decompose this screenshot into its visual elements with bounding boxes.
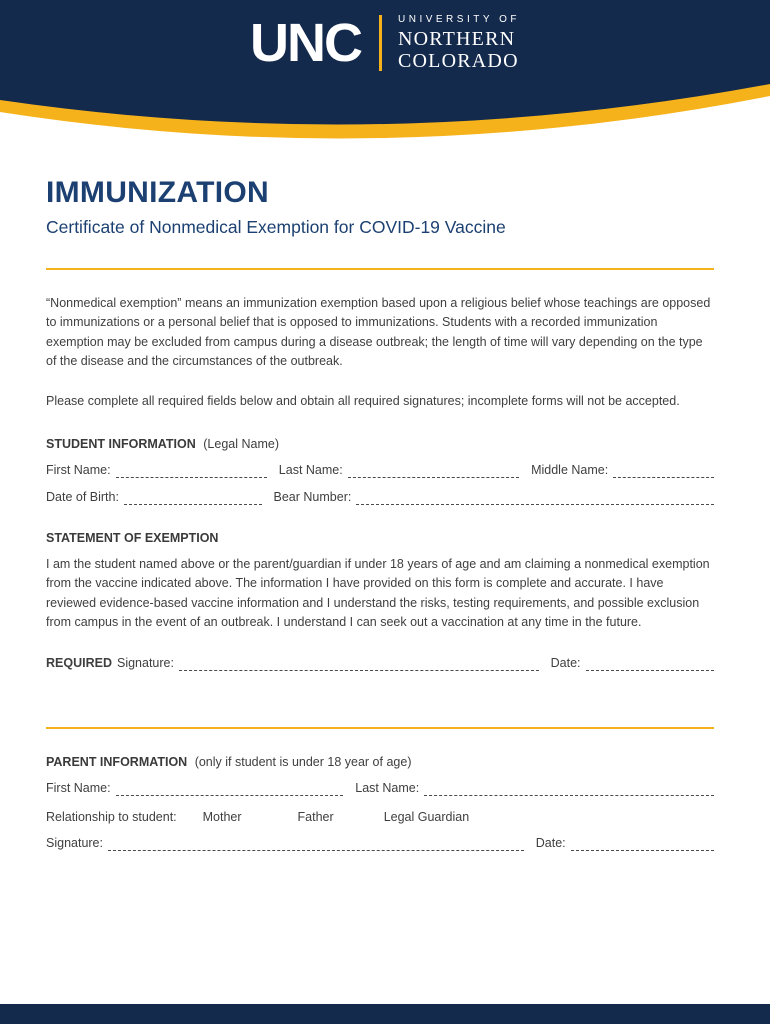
required-label: REQUIRED	[46, 656, 112, 671]
relationship-label: Relationship to student:	[46, 810, 177, 825]
logo-divider	[379, 15, 382, 71]
unc-logo-acronym: UNC	[250, 13, 361, 74]
parent-signature-date-field[interactable]	[571, 837, 714, 851]
parent-date-label: Date:	[535, 836, 566, 851]
statement-of-exemption-heading	[46, 531, 714, 545]
form-content	[0, 178, 770, 851]
relationship-option-mother[interactable]: Mother	[202, 810, 242, 825]
statement-of-exemption-title: STATEMENT OF EXEMPTION	[46, 530, 219, 545]
date-label: Date:	[550, 656, 581, 671]
relationship-row	[46, 810, 714, 824]
parent-first-name-label: First Name:	[46, 781, 111, 796]
student-signature-date-field[interactable]	[586, 657, 714, 671]
parent-information-note: (only if student is under 18 year of age)	[194, 755, 412, 770]
required-signature-row	[46, 656, 714, 671]
parent-information-title: PARENT INFORMATION	[46, 755, 188, 770]
signature-label: Signature:	[116, 656, 174, 671]
intro-paragraph: “Nonmedical exemption” means an immunization exemption based upon a religious belief whose teachings are opposed to immunizations or a personal belief that is opposed to immunizations. Students with a recorded immunization exemption may be excluded from campus during a disease outbreak; the length of time will vary depending on the type of the disease and the circumstances of the outbreak.	[46, 296, 711, 369]
bear-number-label: Bear Number:	[273, 489, 352, 504]
parent-signature-label: Signature:	[46, 836, 103, 851]
date-of-birth-field[interactable]	[124, 491, 262, 505]
parent-first-name-field[interactable]	[116, 782, 344, 796]
first-name-label: First Name:	[46, 462, 111, 477]
divider-rule-top	[46, 268, 714, 270]
student-name-row	[46, 463, 714, 478]
statement-paragraph: I am the student named above or the parent/guardian if under 18 years of age and am claiming a nonmedical exemption from the vaccine indicated above. The information I have provided on this form is complete and accurate. I have reviewed evidence-based vaccine information and I understand the risks, testing requirements, and possible exclusion from campus in the event of an outbreak. I understand I can seek out a vaccination at any time in the future.	[46, 556, 710, 629]
date-of-birth-label: Date of Birth:	[46, 489, 119, 504]
parent-last-name-field[interactable]	[424, 782, 714, 796]
logo-line-northern: NORTHERN	[398, 28, 516, 50]
student-information-heading	[46, 437, 714, 451]
parent-name-row	[46, 781, 714, 796]
page-subtitle: Certificate of Nonmedical Exemption for COVID-19 Vaccine	[46, 217, 506, 237]
divider-rule-middle	[46, 727, 714, 729]
bear-number-field[interactable]	[356, 491, 714, 505]
logo-wordmark	[398, 14, 520, 73]
relationship-option-legal-guardian[interactable]: Legal Guardian	[383, 810, 470, 825]
unc-logo	[0, 14, 770, 73]
student-signature-field[interactable]	[179, 657, 539, 671]
page-title: IMMUNIZATION	[46, 176, 270, 209]
instructions-paragraph: Please complete all required fields below and obtain all required signatures; incomplete forms will not be accepted.	[46, 393, 680, 408]
student-dob-row	[46, 490, 714, 505]
last-name-label: Last Name:	[278, 462, 343, 477]
student-information-note: (Legal Name)	[203, 436, 279, 451]
middle-name-label: Middle Name:	[531, 462, 609, 477]
student-information-title: STUDENT INFORMATION	[46, 436, 196, 451]
footer-bar	[0, 1004, 770, 1024]
parent-last-name-label: Last Name:	[355, 781, 420, 796]
page-header	[0, 0, 770, 152]
parent-signature-field[interactable]	[108, 837, 524, 851]
relationship-option-father[interactable]: Father	[297, 810, 334, 825]
middle-name-field[interactable]	[613, 464, 714, 478]
logo-line-colorado: COLORADO	[398, 50, 519, 73]
first-name-field[interactable]	[116, 464, 267, 478]
last-name-field[interactable]	[348, 464, 519, 478]
parent-signature-row	[46, 836, 714, 851]
parent-information-heading	[46, 755, 714, 769]
logo-line-university-of: UNIVERSITY OF	[398, 14, 520, 25]
